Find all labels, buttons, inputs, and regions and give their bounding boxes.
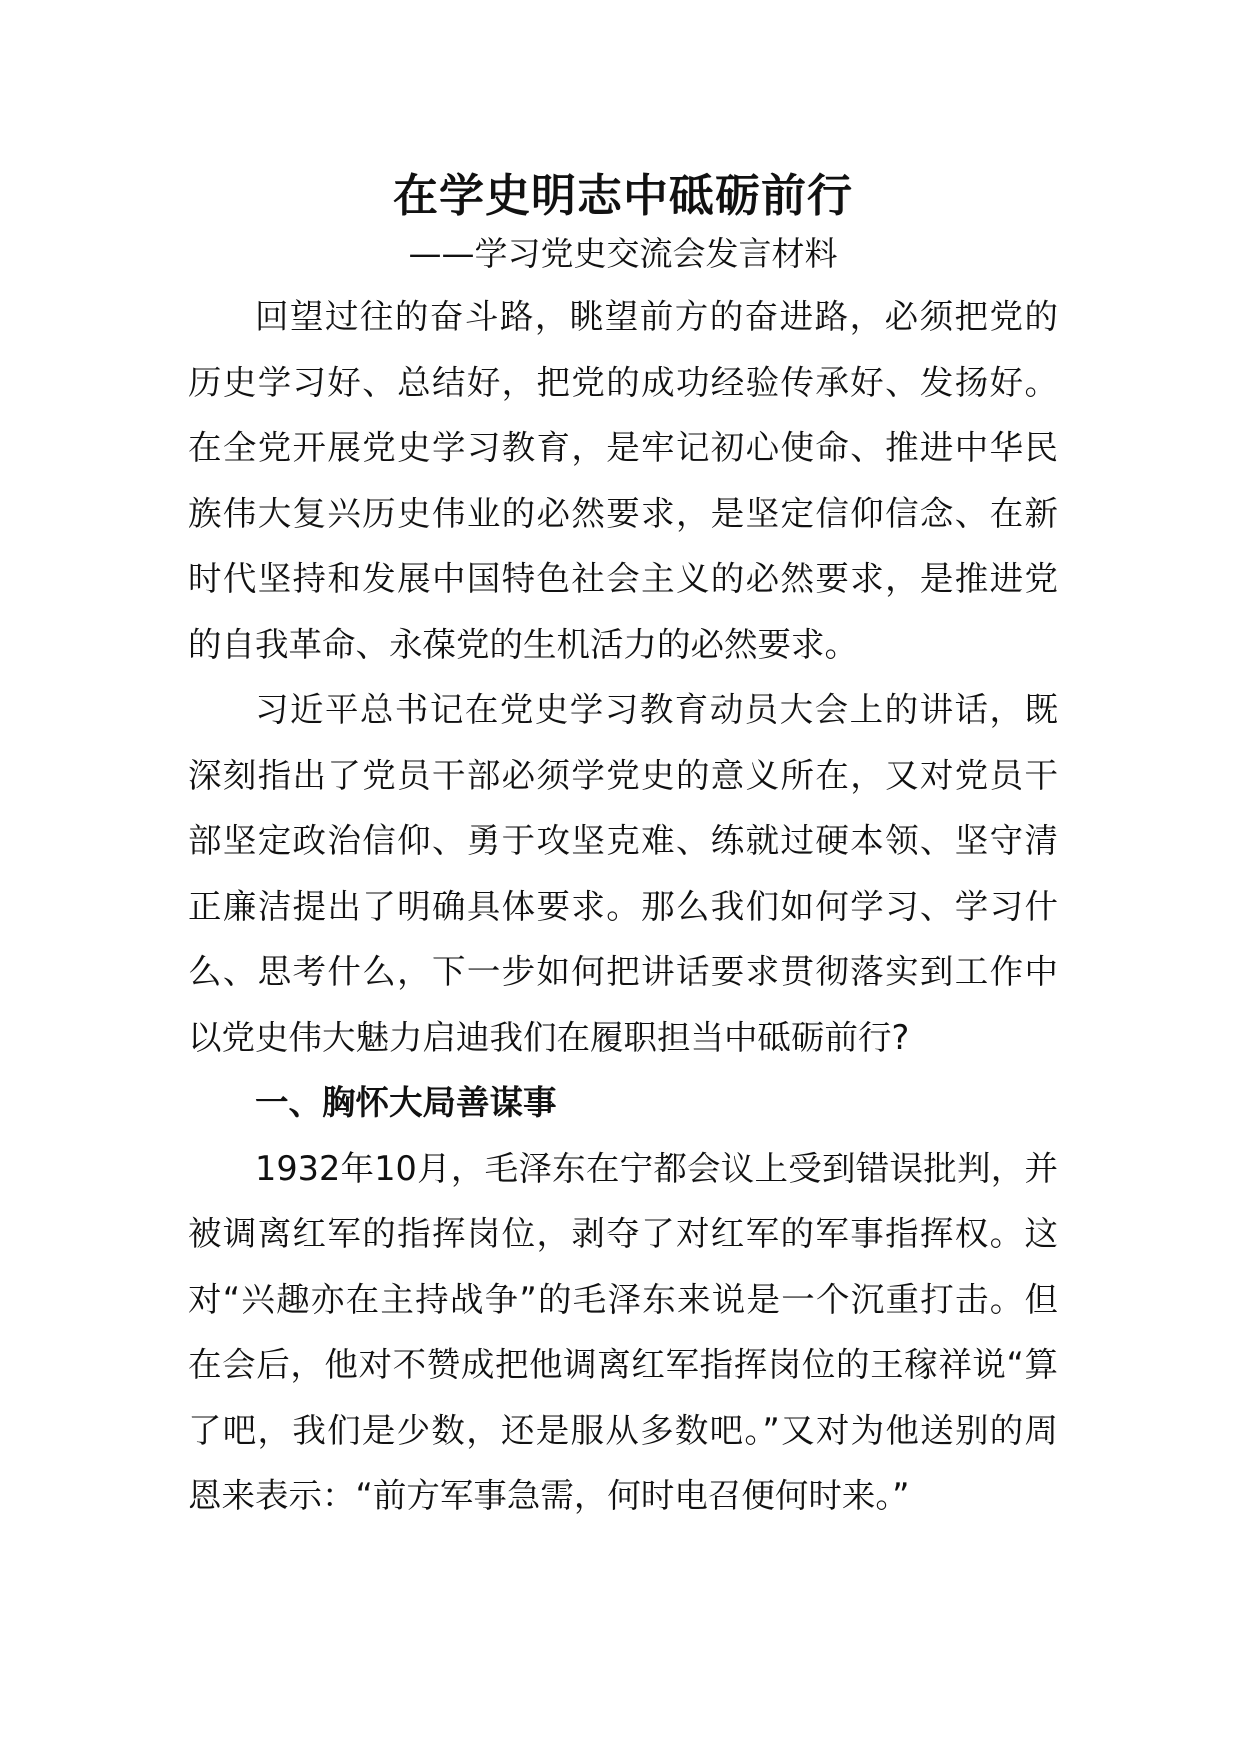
section-heading-1: 一、胸怀大局善谋事 (255, 1083, 557, 1122)
paragraph-speech: 习近平总书记在党史学习教育动员大会上的讲话，既深刻指出了党员干部必须学党史的意义所在，又对党员干部坚定政治信仰、勇于攻坚克难、练就过硬本领、坚守清正廉洁提出了明确具体要求。那么我们如何学习、学习什么、思考什么，下一步如何把讲话要求贯彻落实到工作中以党史伟大魅力启迪我们在履职担当中砥砺前行? (188, 690, 1058, 1057)
paragraph-intro: 回望过往的奋斗路，眺望前方的奋进路，必须把党的历史学习好、总结好，把党的成功经验传承好、发扬好。在全党开展党史学习教育，是牢记初心使命、推进中华民族伟大复兴历史伟业的必然要求，是坚定信仰信念、在新时代坚持和发展中国特色社会主义的必然要求，是推进党的自我革命、永葆党的生机活力的必然要求。 (188, 297, 1058, 664)
paragraph-history: 1932年10月，毛泽东在宁都会议上受到错误批判，并被调离红军的指挥岗位，剥夺了对红军的军事指挥权。这对“兴趣亦在主持战争”的毛泽东来说是一个沉重打击。但在会后，他对不赞成把他调离红军指挥岗位的王稼祥说“算了吧，我们是少数，还是服从多数吧。”又对为他送别的周恩来表示：“前方军事急需，何时电召便何时来。” (188, 1148, 1058, 1515)
document-page (188, 160, 1058, 1529)
document-title: 在学史明志中砥砺前行 (392, 169, 853, 222)
document-subtitle: ——学习党史交流会发言材料 (408, 234, 838, 273)
